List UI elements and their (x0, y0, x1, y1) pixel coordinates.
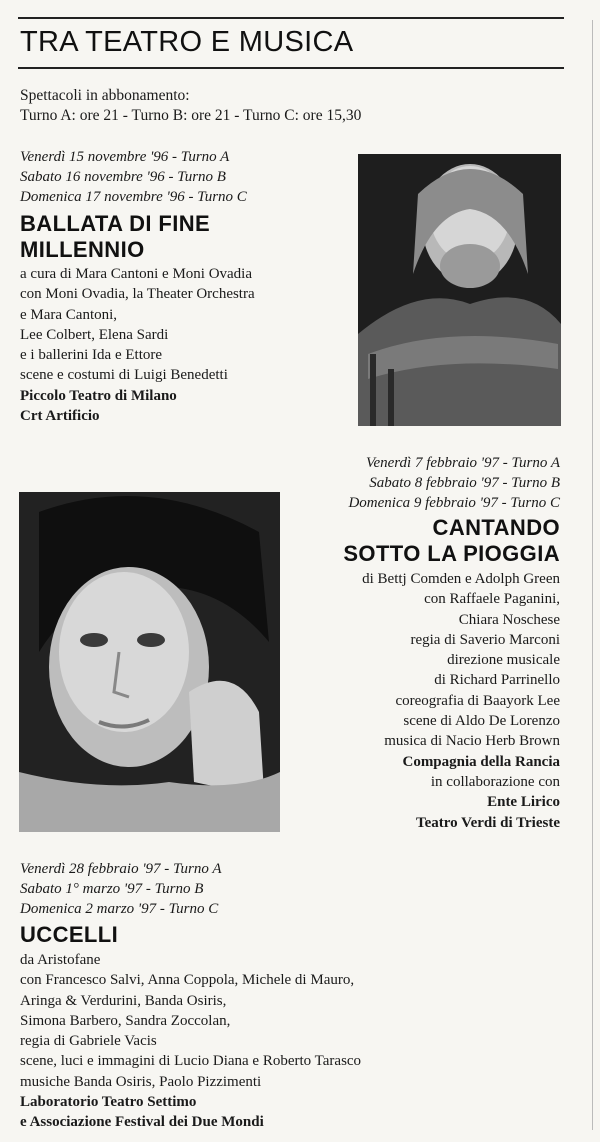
producer-line: Crt Artificio (20, 408, 100, 425)
credit-line: regia di Saverio Marconi (410, 631, 560, 648)
credit-line: Lee Colbert, Elena Sardi (20, 326, 169, 343)
credit-line: di Bettj Comden e Adolph Green (362, 571, 560, 587)
producer-line: Compagnia della Rancia (402, 753, 560, 770)
date-line: Venerdì 15 novembre '96 - Turno A (20, 149, 230, 165)
show2-title (343, 515, 560, 567)
credit-line: a cura di Mara Cantoni e Moni Ovadia (20, 266, 253, 282)
date-line: Venerdì 7 febbraio '97 - Turno A (365, 455, 560, 471)
credit-line: con Francesco Salvi, Anna Coppola, Michele di Mauro, (20, 972, 355, 989)
page-title: TRA TEATRO E MUSICA (20, 26, 354, 58)
credit-line: da Aristofane (20, 952, 101, 968)
show3-credits (20, 950, 361, 1133)
date-line: Sabato 1° marzo '97 - Turno B (20, 881, 204, 897)
date-line: Venerdì 28 febbraio '97 - Turno A (20, 861, 222, 877)
title-line: MILLENNIO (20, 237, 145, 262)
show1-dates (20, 147, 247, 207)
date-line: Domenica 2 marzo '97 - Turno C (20, 901, 219, 917)
portrait-photo-young-man (19, 492, 280, 832)
show1-credits (20, 264, 255, 426)
show1-title (20, 211, 210, 263)
show3-title: UCCELLI (20, 922, 119, 947)
title-line: BALLATA DI FINE (20, 211, 211, 236)
title-line: CANTANDO (432, 515, 560, 540)
date-line: Sabato 8 febbraio '97 - Turno B (369, 475, 560, 491)
show3-dates (20, 859, 222, 919)
credit-line: scene di Aldo De Lorenzo (403, 713, 560, 730)
top-rule (18, 17, 564, 19)
portrait-photo-man-with-beard (358, 154, 561, 426)
credit-line: musica di Nacio Herb Brown (384, 733, 560, 750)
date-line: Domenica 9 febbraio '97 - Turno C (348, 495, 560, 511)
column-rule (592, 20, 593, 1130)
producer-line: Ente Lirico (487, 794, 560, 811)
producer-line: Piccolo Teatro di Milano (20, 387, 177, 404)
credit-line: scene, luci e immagini di Lucio Diana e Roberto Tarasco (20, 1053, 362, 1070)
title-line: SOTTO LA PIOGGIA (343, 541, 560, 566)
credit-line: regia di Gabriele Vacis (20, 1033, 157, 1050)
title-rule (18, 67, 564, 69)
photo-illustration (19, 492, 280, 832)
credit-line: Simona Barbero, Sandra Zoccolan, (20, 1012, 231, 1029)
collab-line: in collaborazione con (430, 773, 560, 790)
credit-line: scene e costumi di Luigi Benedetti (20, 367, 228, 384)
producer-line: Teatro Verdi di Trieste (415, 814, 560, 831)
credit-line: coreografia di Baayork Lee (395, 692, 560, 709)
producer-line: Laboratorio Teatro Settimo (20, 1094, 197, 1111)
show2-dates (348, 453, 560, 513)
credit-line: e i ballerini Ida e Ettore (20, 347, 163, 364)
intro-line: Spettacoli in abbonamento: (20, 87, 190, 104)
credit-line: di Richard Parrinello (434, 672, 560, 689)
intro-text (20, 86, 361, 126)
credit-line: Aringa & Verdurini, Banda Osiris, (20, 992, 227, 1009)
producer-line: e Associazione Festival dei Due Mondi (20, 1114, 264, 1131)
credit-line: con Raffaele Paganini, (424, 591, 560, 608)
credit-line: direzione musicale (447, 652, 560, 669)
credit-line: e Mara Cantoni, (20, 306, 118, 323)
date-line: Domenica 17 novembre '96 - Turno C (20, 189, 247, 205)
show2-credits (362, 569, 560, 833)
credit-line: musiche Banda Osiris, Paolo Pizzimenti (20, 1073, 262, 1090)
credit-line: con Moni Ovadia, la Theater Orchestra (20, 286, 255, 303)
credit-line: Chiara Noschese (458, 611, 560, 628)
photo-illustration (358, 154, 561, 426)
intro-line: Turno A: ore 21 - Turno B: ore 21 - Turno C: ore 15,30 (20, 107, 362, 124)
date-line: Sabato 16 novembre '96 - Turno B (20, 169, 226, 185)
